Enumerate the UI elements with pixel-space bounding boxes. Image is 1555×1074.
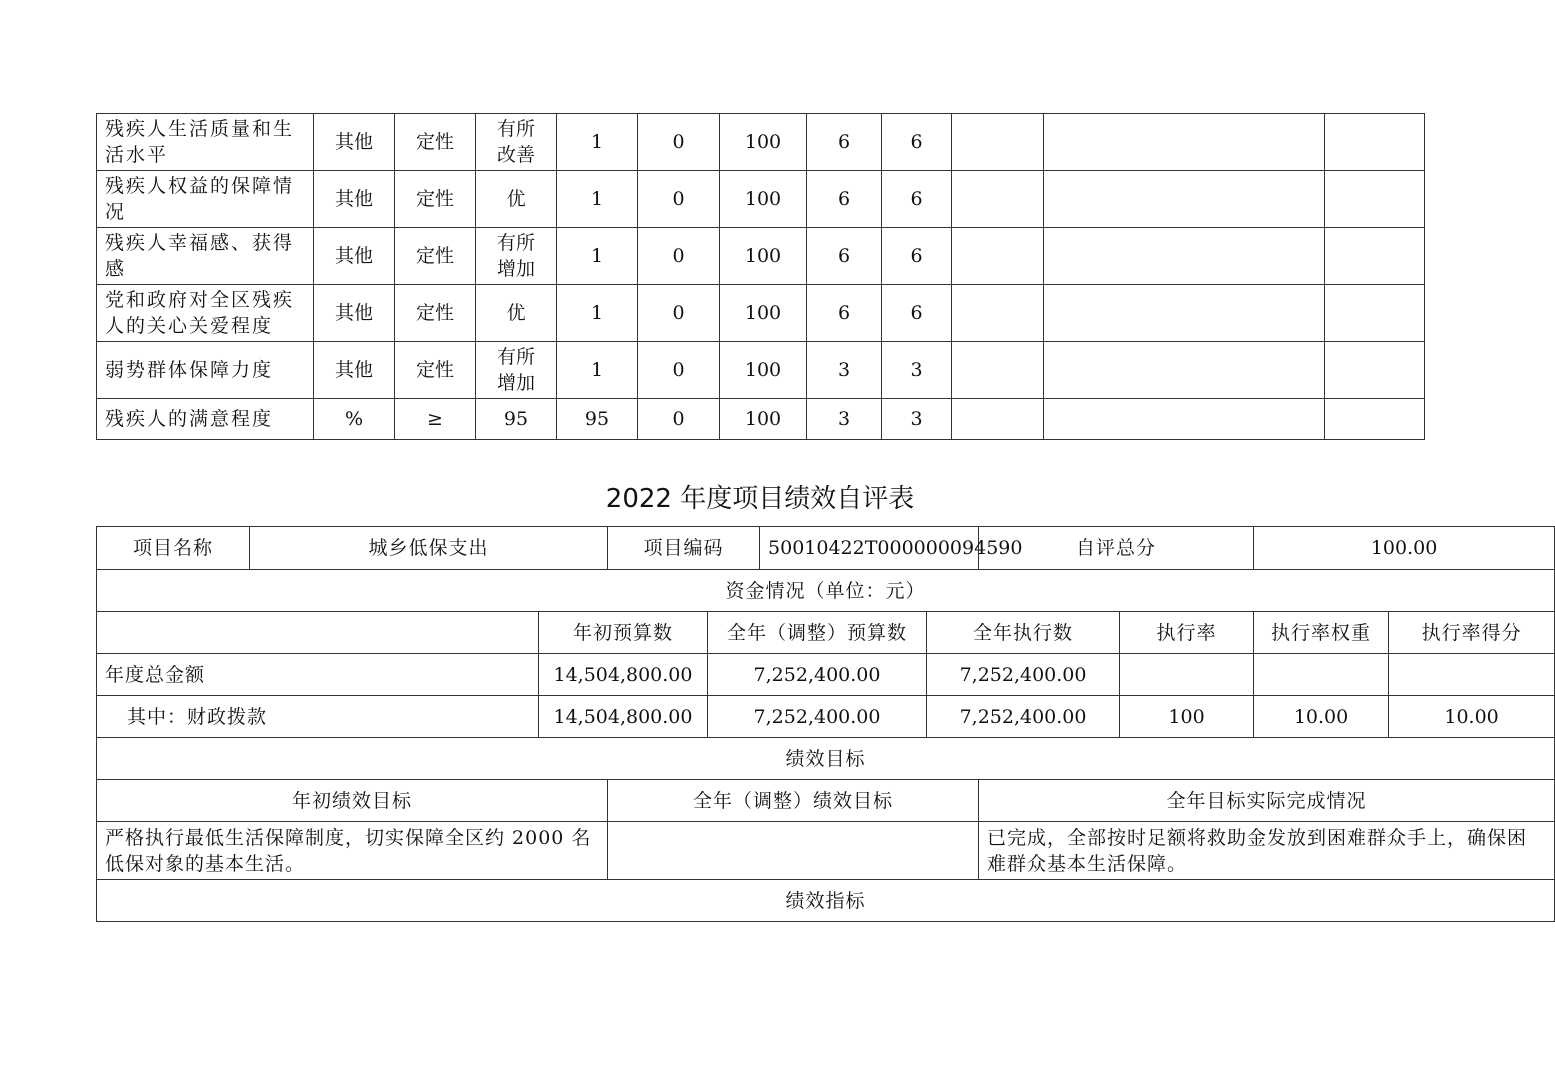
funds-section-header: 资金情况（单位：元） — [97, 570, 1555, 612]
funds-cell: 100 — [1120, 696, 1254, 738]
indicator-empty-cell — [952, 399, 1044, 440]
indicator-unit: 其他 — [314, 171, 395, 228]
goals-section-header: 绩效目标 — [97, 738, 1555, 780]
indicator-target: 95 — [476, 399, 557, 440]
indicator-unit: 其他 — [314, 228, 395, 285]
indicator-weight: 3 — [807, 399, 882, 440]
indicator-rate: 100 — [720, 171, 807, 228]
indicator-empty-cell — [1044, 114, 1325, 171]
goals-adjusted-text — [608, 822, 979, 880]
indicator-row — [97, 114, 1425, 171]
indicator-empty-cell — [952, 171, 1044, 228]
indicator-name: 弱势群体保障力度 — [97, 342, 314, 399]
self-evaluation-table — [96, 526, 1555, 922]
funds-cell — [1389, 654, 1555, 696]
indicator-empty-cell — [1044, 228, 1325, 285]
funds-row-fiscal — [97, 696, 1555, 738]
indicator-score: 6 — [882, 171, 952, 228]
indicator-score: 6 — [882, 285, 952, 342]
funds-row-total — [97, 654, 1555, 696]
total-score: 100.00 — [1254, 527, 1555, 570]
indicator-name: 残疾人生活质量和生活水平 — [97, 114, 314, 171]
indicator-score: 6 — [882, 228, 952, 285]
indicator-empty-cell — [1325, 114, 1425, 171]
indicator-rate: 100 — [720, 285, 807, 342]
indicator-score: 6 — [882, 114, 952, 171]
funds-cell: 14,504,800.00 — [539, 696, 708, 738]
project-name-label: 项目名称 — [97, 527, 250, 570]
indicators-section-header: 绩效指标 — [97, 880, 1555, 922]
funds-cell: 7,252,400.00 — [927, 654, 1120, 696]
funds-cell — [1120, 654, 1254, 696]
indicator-empty-cell — [1325, 171, 1425, 228]
indicator-weight: 3 — [807, 342, 882, 399]
funds-header-initial-budget: 年初预算数 — [539, 612, 708, 654]
indicator-row — [97, 228, 1425, 285]
indicator-empty-cell — [952, 285, 1044, 342]
indicator-empty-cell — [1325, 285, 1425, 342]
indicator-empty-cell — [1044, 342, 1325, 399]
indicator-rate: 100 — [720, 342, 807, 399]
goals-content-row — [97, 822, 1555, 880]
project-name: 城乡低保支出 — [250, 527, 608, 570]
indicator-type: 定性 — [395, 285, 476, 342]
indicator-empty-cell — [1325, 399, 1425, 440]
indicator-weight: 6 — [807, 171, 882, 228]
indicator-row — [97, 342, 1425, 399]
indicator-empty-cell — [1325, 342, 1425, 399]
indicator-empty-cell — [1044, 285, 1325, 342]
indicator-dev: 0 — [638, 228, 720, 285]
project-code: 50010422T000000094590 — [760, 527, 979, 570]
funds-header-blank — [97, 612, 539, 654]
funds-cell: 10.00 — [1389, 696, 1555, 738]
project-info-row — [97, 527, 1555, 570]
indicator-actual: 1 — [557, 285, 638, 342]
funds-cell: 7,252,400.00 — [708, 654, 927, 696]
indicator-actual: 1 — [557, 228, 638, 285]
indicator-target: 有所改善 — [476, 114, 557, 171]
indicator-dev: 0 — [638, 285, 720, 342]
funds-cell: 7,252,400.00 — [708, 696, 927, 738]
funds-header-adjusted-budget: 全年（调整）预算数 — [708, 612, 927, 654]
project-code-label: 项目编码 — [608, 527, 760, 570]
indicator-dev: 0 — [638, 399, 720, 440]
indicator-score: 3 — [882, 399, 952, 440]
indicator-dev: 0 — [638, 114, 720, 171]
indicator-rate: 100 — [720, 228, 807, 285]
indicator-name: 残疾人幸福感、获得感 — [97, 228, 314, 285]
indicator-type: 定性 — [395, 171, 476, 228]
indicator-unit: 其他 — [314, 285, 395, 342]
indicator-target: 有所增加 — [476, 228, 557, 285]
indicator-type: 定性 — [395, 114, 476, 171]
funds-cell: 14,504,800.00 — [539, 654, 708, 696]
indicator-empty-cell — [1044, 171, 1325, 228]
goals-initial-text: 严格执行最低生活保障制度，切实保障全区约 2000 名低保对象的基本生活。 — [97, 822, 608, 880]
indicator-empty-cell — [1325, 228, 1425, 285]
indicator-table — [96, 113, 1425, 440]
funds-cell: 7,252,400.00 — [927, 696, 1120, 738]
funds-header-rate-score: 执行率得分 — [1389, 612, 1555, 654]
total-score-label: 自评总分 — [979, 527, 1254, 570]
funds-header-executed: 全年执行数 — [927, 612, 1120, 654]
indicator-type: ≥ — [395, 399, 476, 440]
indicator-row — [97, 285, 1425, 342]
indicator-type: 定性 — [395, 342, 476, 399]
funds-cell: 10.00 — [1254, 696, 1389, 738]
indicator-dev: 0 — [638, 171, 720, 228]
indicator-target: 有所增加 — [476, 342, 557, 399]
indicator-empty-cell — [1044, 399, 1325, 440]
indicator-target: 优 — [476, 171, 557, 228]
goals-header-initial: 年初绩效目标 — [97, 780, 608, 822]
indicator-actual: 1 — [557, 171, 638, 228]
indicator-type: 定性 — [395, 228, 476, 285]
funds-header-rate: 执行率 — [1120, 612, 1254, 654]
indicator-name: 残疾人权益的保障情况 — [97, 171, 314, 228]
indicator-empty-cell — [952, 228, 1044, 285]
funds-cell — [1254, 654, 1389, 696]
indicator-name: 党和政府对全区残疾人的关心关爱程度 — [97, 285, 314, 342]
goals-actual-text: 已完成，全部按时足额将救助金发放到困难群众手上，确保困难群众基本生活保障。 — [979, 822, 1555, 880]
indicator-score: 3 — [882, 342, 952, 399]
indicator-weight: 6 — [807, 228, 882, 285]
indicator-row — [97, 171, 1425, 228]
indicator-rate: 100 — [720, 399, 807, 440]
funds-header-row — [97, 612, 1555, 654]
indicator-table-body — [97, 114, 1425, 440]
goals-header-row — [97, 780, 1555, 822]
funds-row-label: 年度总金额 — [97, 654, 539, 696]
indicator-unit: 其他 — [314, 342, 395, 399]
indicator-dev: 0 — [638, 342, 720, 399]
indicator-actual: 1 — [557, 342, 638, 399]
funds-row-label: 其中：财政拨款 — [97, 696, 539, 738]
goals-header-actual: 全年目标实际完成情况 — [979, 780, 1555, 822]
indicator-empty-cell — [952, 342, 1044, 399]
indicator-weight: 6 — [807, 114, 882, 171]
indicator-name: 残疾人的满意程度 — [97, 399, 314, 440]
indicator-empty-cell — [952, 114, 1044, 171]
indicator-row — [97, 399, 1425, 440]
goals-header-adjusted: 全年（调整）绩效目标 — [608, 780, 979, 822]
indicator-rate: 100 — [720, 114, 807, 171]
indicator-actual: 95 — [557, 399, 638, 440]
indicator-actual: 1 — [557, 114, 638, 171]
indicator-weight: 6 — [807, 285, 882, 342]
funds-header-rate-weight: 执行率权重 — [1254, 612, 1389, 654]
indicator-target: 优 — [476, 285, 557, 342]
indicator-unit: % — [314, 399, 395, 440]
page-title: 2022 年度项目绩效自评表 — [605, 484, 915, 514]
indicator-unit: 其他 — [314, 114, 395, 171]
